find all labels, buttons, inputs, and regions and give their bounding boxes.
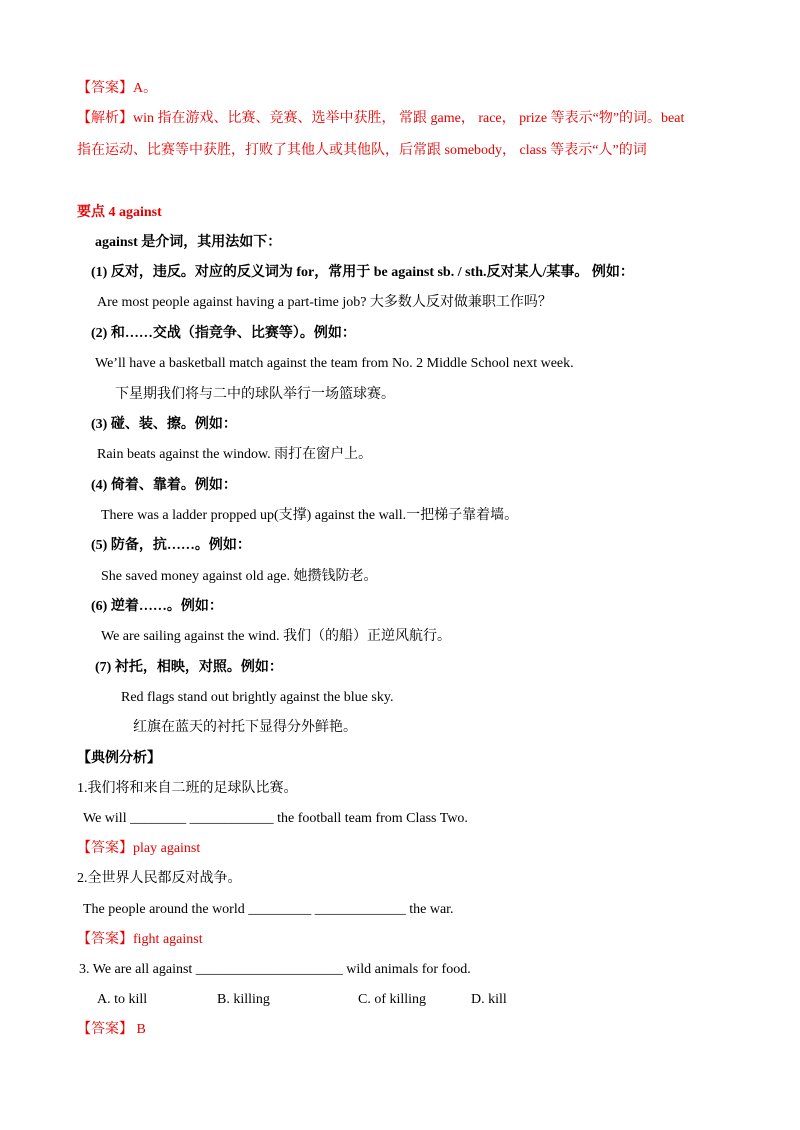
answer-a: 【答案】A。 bbox=[77, 81, 158, 96]
usage-3-example: Rain beats against the window. 雨打在窗户上。 bbox=[97, 447, 373, 462]
usage-1-title: (1) 反对，违反。对应的反义词为 for，常用于 be against sb. / sth.反对某人/某事。 例如： bbox=[91, 265, 634, 280]
analysis-line-1: 【解析】win 指在游戏、比赛、竞赛、选举中获胜， 常跟 game， race， prize 等表示“物”的词。beat bbox=[77, 111, 685, 126]
q1-prompt: 1.我们将和来自二班的足球队比赛。 bbox=[77, 781, 298, 796]
usage-4-example: There was a ladder propped up(支撑) against the wall.一把梯子靠着墙。 bbox=[101, 508, 519, 523]
usage-7-example-zh: 红旗在蓝天的衬托下显得分外鲜艳。 bbox=[133, 720, 357, 735]
usage-4-title: (4) 倚着、靠着。例如： bbox=[91, 478, 237, 493]
q3-option-c: C. of killing bbox=[358, 992, 427, 1007]
q2-sentence: The people around the world _________ _____________ the war. bbox=[83, 902, 454, 917]
usage-7-title: (7) 衬托，相映，对照。例如： bbox=[95, 660, 283, 675]
analysis-line-2: 指在运动、比赛等中获胜，打败了其他人或其他队，后常跟 somebody， class 等表示“人”的词 bbox=[77, 143, 647, 158]
usage-3-title: (3) 碰、装、擦。例如： bbox=[91, 417, 237, 432]
usage-2-example-en: We’ll have a basketball match against the team from No. 2 Middle School next week. bbox=[95, 356, 574, 371]
q3-option-b: B. killing bbox=[217, 992, 270, 1007]
usage-5-title: (5) 防备，抗……。例如： bbox=[91, 538, 251, 553]
q3-answer: 【答案】 B bbox=[77, 1022, 146, 1037]
q2-answer: 【答案】fight against bbox=[77, 932, 203, 947]
q3-option-a: A. to kill bbox=[97, 992, 148, 1007]
q2-prompt: 2.全世界人民都反对战争。 bbox=[77, 871, 242, 886]
usage-2-example-zh: 下星期我们将与二中的球队举行一场篮球赛。 bbox=[115, 387, 395, 402]
usage-2-title: (2) 和……交战（指竞争、比赛等）。例如： bbox=[91, 326, 356, 341]
q3-prompt: 3. We are all against _____________________ wild animals for food. bbox=[79, 962, 471, 977]
q1-sentence: We will ________ ____________ the football team from Class Two. bbox=[83, 811, 468, 826]
section-intro: against 是介词，其用法如下： bbox=[95, 235, 282, 250]
q3-option-d: D. kill bbox=[471, 992, 507, 1007]
usage-1-example: Are most people against having a part-time job? 大多数人反对做兼职工作吗？ bbox=[97, 295, 552, 310]
usage-6-example: We are sailing against the wind. 我们（的船）正逆风航行。 bbox=[101, 629, 451, 644]
examples-heading: 【典例分析】 bbox=[77, 751, 161, 766]
usage-6-title: (6) 逆着……。例如： bbox=[91, 599, 223, 614]
q1-answer: 【答案】play against bbox=[77, 841, 201, 856]
usage-7-example-en: Red flags stand out brightly against the blue sky. bbox=[121, 690, 394, 705]
usage-5-example: She saved money against old age. 她攒钱防老。 bbox=[101, 569, 378, 584]
section-heading: 要点 4 against bbox=[77, 205, 162, 220]
